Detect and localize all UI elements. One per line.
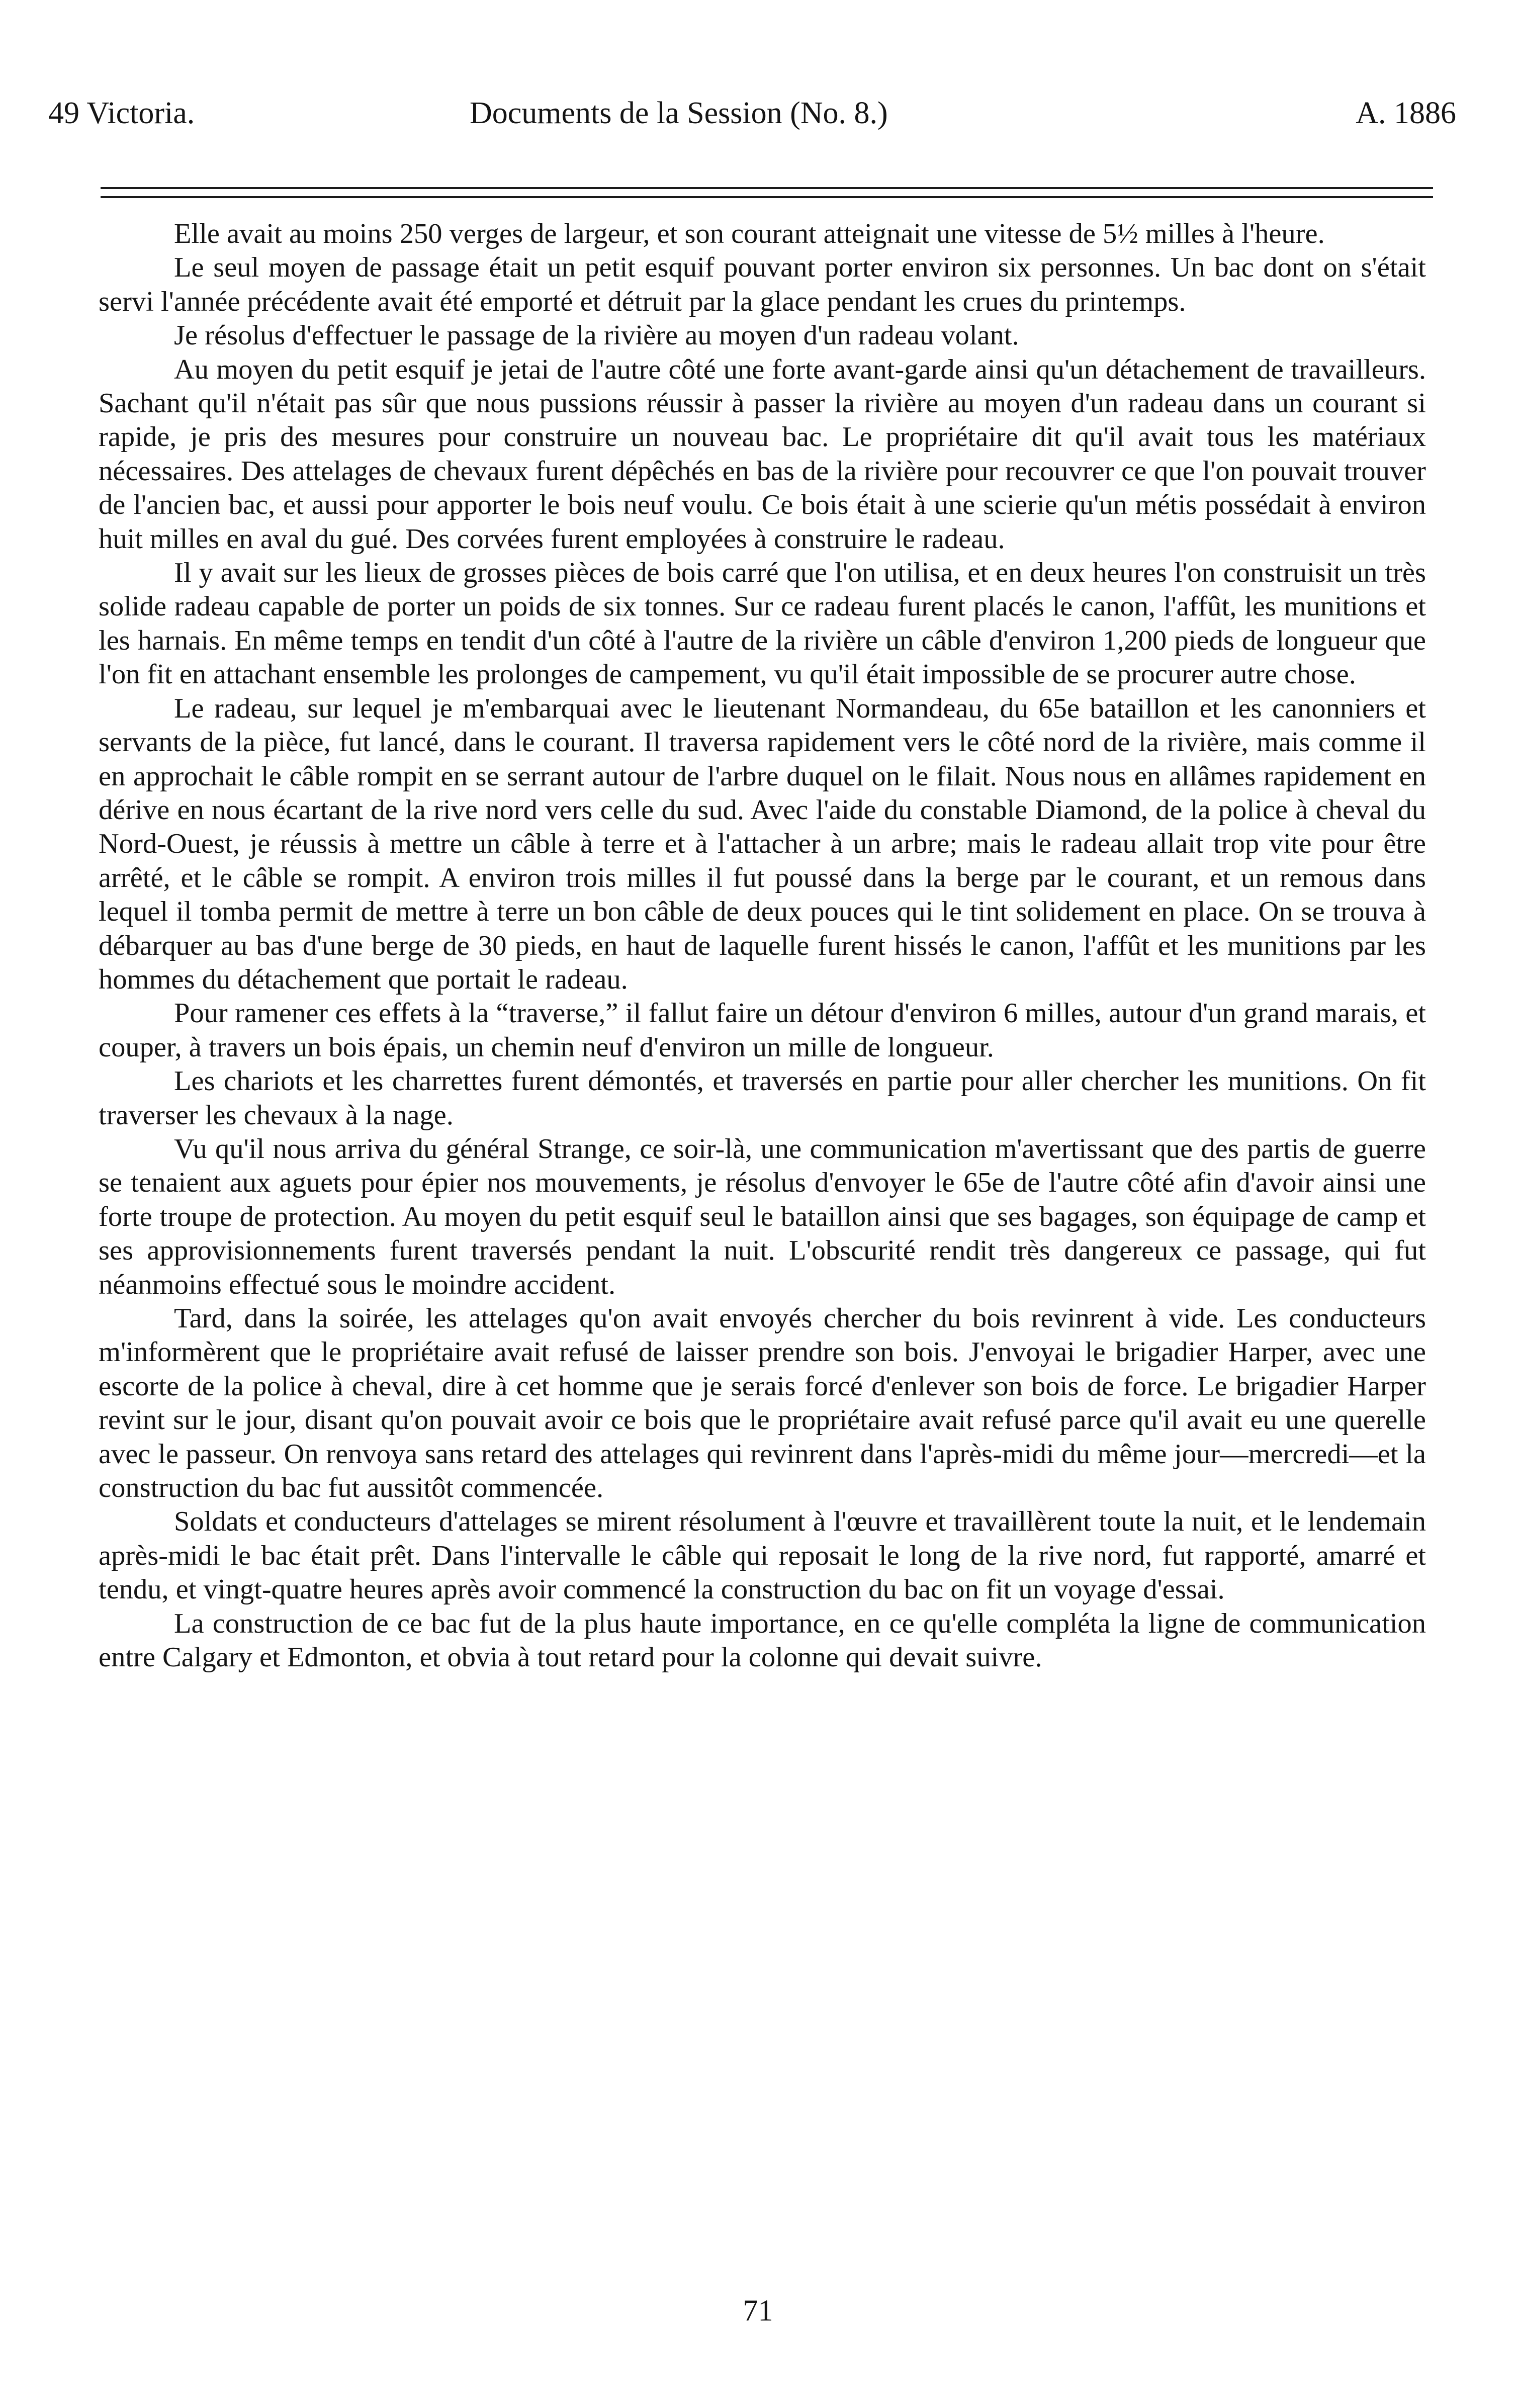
paragraph: Pour ramener ces effets à la “traverse,” il fallut faire un détour d'environ 6 milles, autour d'un grand marais, et couper, à travers un bois épais, un chemin neuf d'environ un mille de longueur. — [99, 998, 1426, 1063]
paragraph: Je résolus d'effectuer le passage de la rivière au moyen d'un radeau volant. — [174, 320, 1019, 351]
paragraph: Le radeau, sur lequel je m'embarquai avec le lieutenant Normandeau, du 65e bataillon et les canonniers et servants de la pièce, fut lancé, dans le courant. Il traversa rapidement vers le côté nord de la rivière, mais comme il en approchait le câble rompit en se serrant autour de l'arbre duquel on le filait. Nous nous en allâmes rapidement en dérive en nous écartant de la rive nord vers celle du sud. Avec l'aide du constable Diamond, de la police à cheval du Nord-Ouest, je réussis à mettre un câble à terre et à l'attacher à un arbre; mais le radeau allait trop vite pour être arrêté, et le câble se rompit. A environ trois milles il fut poussé dans la berge par le courant, et un remous dans lequel il tomba permit de mettre à terre un bon câble de deux pouces qui le tint solidement en place. On se trouva à débarquer au bas d'une berge de 30 pieds, en haut de laquelle furent hissés le canon, l'affût et les munitions par les hommes du détachement que portait le radeau. — [99, 692, 1426, 995]
paragraph: Au moyen du petit esquif je jetai de l'autre côté une forte avant-garde ainsi qu'un détachement de travailleurs. Sachant qu'il n'était pas sûr que nous pussions réussir à passer la rivière au moyen d'un radeau dans un courant si rapide, je pris des mesures pour construire un nouveau bac. Le propriétaire dit qu'il avait tous les matériaux nécessaires. Des attelages de chevaux furent dépêchés en bas de la rivière pour recouvrer ce que l'on pouvait trouver de l'ancien bac, et aussi pour apporter le bois neuf voulu. Ce bois était à une scierie qu'un métis possédait à environ huit milles en aval du gué. Des corvées furent employées à construire le radeau. — [99, 353, 1426, 555]
paragraph: Il y avait sur les lieux de grosses pièces de bois carré que l'on utilisa, et en deux heures l'on construisit un très solide radeau capable de porter un poids de six tonnes. Sur ce radeau furent placés le canon, l'affût, les munitions et les harnais. En même temps en tendit d'un côté à l'autre de la rivière un câble d'environ 1,200 pieds de longueur que l'on fit en attachant ensemble les prolonges de campement, vu qu'il était impossible de se procurer autre chose. — [99, 557, 1426, 690]
header-regnal-year: 49 Victoria. — [48, 96, 195, 130]
paragraph: Les chariots et les charrettes furent démontés, et traversés en partie pour aller chercher les munitions. On fit traverser les chevaux à la nage. — [99, 1065, 1426, 1131]
running-header — [48, 91, 1456, 136]
header-year: A. 1886 — [1356, 96, 1456, 130]
header-rule-top — [101, 187, 1433, 189]
page-number: 71 — [743, 2294, 773, 2327]
header-title: Documents de la Session (No. 8.) — [470, 96, 888, 130]
body-text — [99, 217, 1426, 1674]
paragraph: Tard, dans la soirée, les attelages qu'on avait envoyés chercher du bois revinrent à vide. Les conducteurs m'informèrent que le propriétaire avait refusé de laisser prendre son bois. J'envoyai le brigadier Harper, avec une escorte de la police à cheval, dire à cet homme que je serais forcé d'enlever son bois de force. Le brigadier Harper revint sur le jour, disant qu'on pouvait avoir ce bois que le propriétaire avait refusé parce qu'il avait eu une querelle avec le passeur. On renvoya sans retard des attelages qui revinrent dans l'après-midi du même jour—mercredi—et la construction du bac fut aussitôt commencée. — [99, 1303, 1426, 1504]
paragraph: La construction de ce bac fut de la plus haute importance, en ce qu'elle compléta la ligne de communication entre Calgary et Edmonton, et obvia à tout retard pour la colonne qui devait suivre. — [99, 1608, 1426, 1673]
paragraph: Elle avait au moins 250 verges de largeur, et son courant atteignait une vitesse de 5½ milles à l'heure. — [174, 218, 1325, 249]
header-rule-bottom — [101, 196, 1433, 198]
paragraph: Soldats et conducteurs d'attelages se mirent résolument à l'œuvre et travaillèrent toute la nuit, et le lendemain après-midi le bac était prêt. Dans l'intervalle le câble qui reposait le long de la rive nord, fut rapporté, amarré et tendu, et vingt-quatre heures après avoir commencé la construction du bac on fit un voyage d'essai. — [99, 1506, 1426, 1606]
paragraph: Vu qu'il nous arriva du général Strange, ce soir-là, une communication m'avertissant que des partis de guerre se tenaient aux aguets pour épier nos mouvements, je résolus d'envoyer le 65e de l'autre côté afin d'avoir ainsi une forte troupe de protection. Au moyen du petit esquif seul le bataillon ainsi que ses bagages, son équipage de camp et ses approvisionnements furent traversés pendant la nuit. L'obscurité rendit très dangereux ce passage, qui fut néanmoins effectué sous le moindre accident. — [99, 1133, 1426, 1300]
paragraph: Le seul moyen de passage était un petit esquif pouvant porter environ six personnes. Un bac dont on s'était servi l'année précédente avait été emporté et détruit par la glace pendant les crues du printemps. — [99, 252, 1426, 317]
